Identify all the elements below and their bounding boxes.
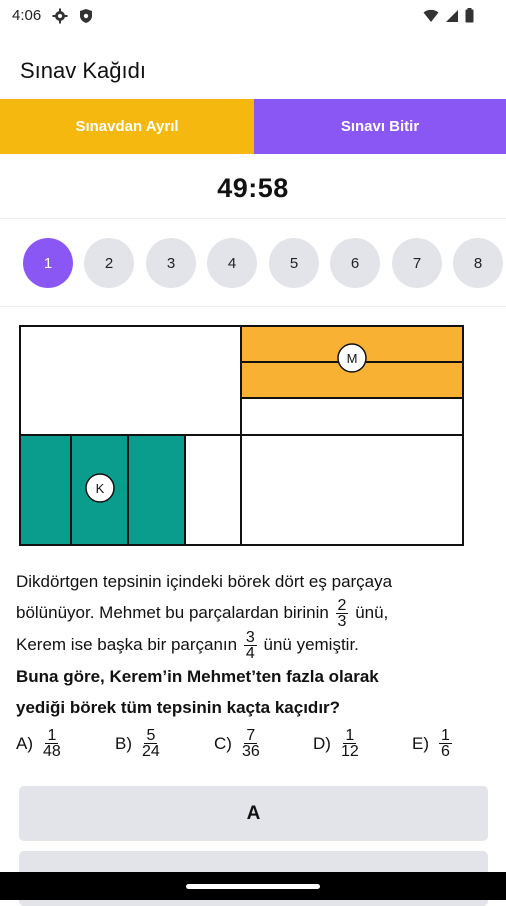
question-nav-item[interactable]: 1 [23,238,73,288]
fraction: $\frac{2}{3}$ [337,597,347,631]
question-nav-item[interactable]: 7 [392,238,442,288]
option-d: D) $\frac{1}{12}$ [313,727,359,760]
page-title: Sınav Kağıdı [20,58,146,83]
option-c: C) $\frac{7}{36}$ [214,727,260,760]
status-time: 4:06 [12,7,42,24]
answer-options [16,728,496,766]
option-b: B) $\frac{5}{24}$ [115,727,160,760]
question-nav-item[interactable]: 4 [207,238,257,288]
battery-icon [465,8,474,23]
fraction: $\frac{1}{6}$ [441,727,450,760]
question-text [16,566,492,723]
settings-icon [52,8,68,24]
status-indicators [423,8,474,23]
shield-icon [78,8,94,24]
divider [0,218,506,219]
question-nav-item[interactable]: 6 [330,238,380,288]
question-navigator [0,238,506,288]
tray-diagram [19,325,465,546]
home-handle[interactable] [186,884,320,889]
app-bar [0,44,506,96]
leave-exam-button[interactable]: Sınavdan Ayrıl [0,99,254,154]
label-k: K [95,481,105,496]
label-m: M [346,351,358,366]
fraction: $\frac{1}{48}$ [43,727,61,760]
question-nav-item[interactable]: 5 [269,238,319,288]
finish-exam-button[interactable]: Sınavı Bitir [254,99,506,154]
signal-icon [445,9,459,23]
exam-actions [0,99,506,154]
divider [0,306,506,307]
question-prompt: yediği börek tüm tepsinin kaçta kaçıdır? [16,698,341,718]
question-nav-item[interactable]: 2 [84,238,134,288]
fraction: $\frac{5}{24}$ [142,727,160,760]
option-e: E) $\frac{1}{6}$ [412,727,450,760]
status-bar [0,0,506,32]
fraction: $\frac{7}{36}$ [241,727,260,760]
option-a: A) $\frac{1}{48}$ [16,727,61,760]
fraction: $\frac{3}{4}$ [245,629,255,663]
countdown-timer: 49:58 [217,173,289,203]
answer-button-a[interactable]: A [19,786,488,841]
wifi-icon [423,9,439,23]
question-line: Kerem ise başka bir parçanın $\frac{3}{4}$ ünü yemiştir. [16,629,359,663]
question-nav-item[interactable]: 3 [146,238,196,288]
system-navigation-bar [0,872,506,900]
question-line: Dikdörtgen tepsinin içindeki börek dört eş parçaya [16,572,393,591]
question-line: bölünüyor. Mehmet bu parçalardan birinin $\frac{2}{3}$ ünü, [16,597,389,631]
fraction: $\frac{1}{12}$ [340,727,359,760]
question-nav-item[interactable]: 8 [453,238,503,288]
question-prompt: Buna göre, Kerem’in Mehmet’ten fazla olarak [16,667,379,687]
